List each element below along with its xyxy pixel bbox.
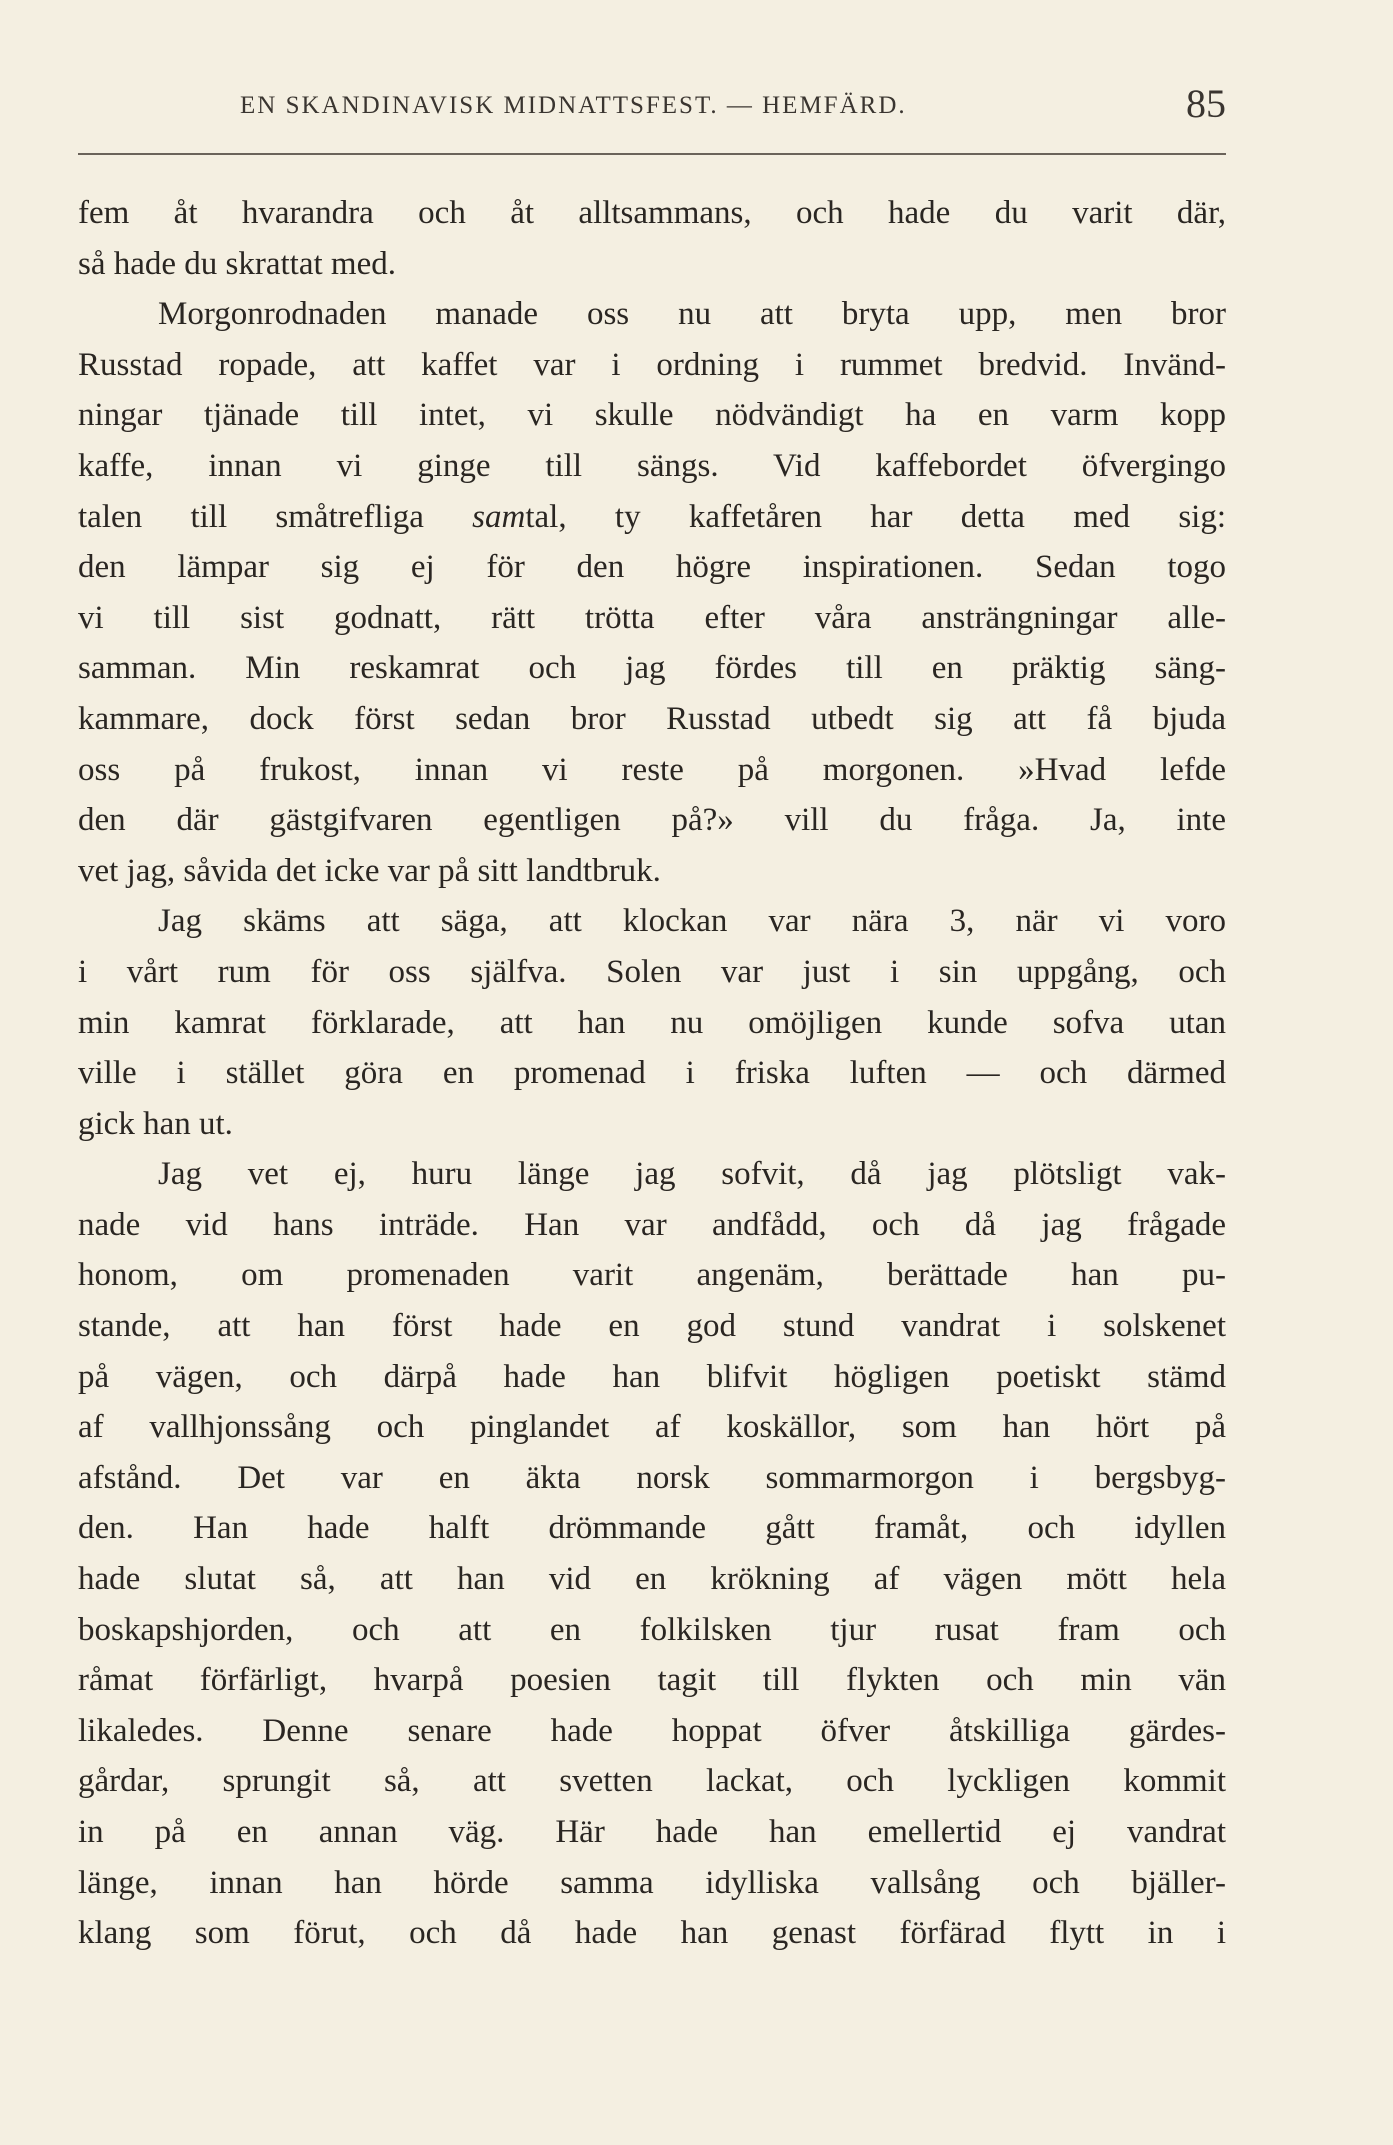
running-title: EN SKANDINAVISK MIDNATTSFEST. — HEMFÄRD. xyxy=(240,92,907,119)
text-line: Jag skäms att säga, att klockan var nära 3, när vi voro xyxy=(158,903,1226,940)
line-segment: talen till småtrefliga xyxy=(78,498,473,535)
text-line: kammare, dock först sedan bror Russtad utbedt sig att få bjuda xyxy=(78,700,1226,737)
text-line: på vägen, och därpå hade han blifvit högligen poetiskt stämd xyxy=(78,1358,1226,1395)
page-number: 85 xyxy=(1186,81,1226,126)
text-line: Jag vet ej, huru länge jag sofvit, då jag plötsligt vak- xyxy=(158,1156,1226,1193)
text-line: Russtad ropade, att kaffet var i ordning i rummet bredvid. Invänd- xyxy=(78,346,1226,383)
italic-word: sam xyxy=(472,498,526,535)
text-line: af vallhjonssång och pinglandet af koskällor, som han hört på xyxy=(78,1409,1226,1446)
text-line: oss på frukost, innan vi reste på morgonen. »Hvad lefde xyxy=(78,751,1226,788)
text-line: länge, innan han hörde samma idylliska vallsång och bjäller- xyxy=(78,1864,1226,1901)
text-line: Morgonrodnaden manade oss nu att bryta upp, men bror xyxy=(158,296,1226,333)
line-segment: tal, ty kaffetåren har detta med sig: xyxy=(525,498,1226,535)
text-line: den där gästgifvaren egentligen på?» vill du fråga. Ja, inte xyxy=(78,802,1226,839)
text-line: ningar tjänade till intet, vi skulle nödvändigt ha en varm kopp xyxy=(78,397,1226,434)
text-line: kaffe, innan vi ginge till sängs. Vid kaffebordet öfvergingo xyxy=(78,447,1226,484)
text-line: gårdar, sprungit så, att svetten lackat, och lyckligen kommit xyxy=(78,1763,1226,1800)
text-line: min kamrat förklarade, att han nu omöjligen kunde sofva utan xyxy=(78,1004,1226,1041)
text-line: nade vid hans inträde. Han var andfådd, och då jag frågade xyxy=(78,1206,1226,1243)
text-line: stande, att han först hade en god stund vandrat i solskenet xyxy=(78,1308,1226,1345)
text-line: samman. Min reskamrat och jag fördes till en präktig säng- xyxy=(78,650,1226,687)
text-line: gick han ut. xyxy=(78,1105,233,1142)
text-line: vi till sist godnatt, rätt trötta efter våra ansträngningar alle- xyxy=(78,599,1226,636)
text-line: den. Han hade halft drömmande gått framåt, och idyllen xyxy=(78,1510,1226,1547)
text-line: så hade du skrattat med. xyxy=(78,245,396,282)
text-line: i vårt rum för oss själfva. Solen var just i sin uppgång, och xyxy=(78,953,1226,990)
text-line: den lämpar sig ej för den högre inspirationen. Sedan togo xyxy=(78,549,1226,586)
text-line: afstånd. Det var en äkta norsk sommarmorgon i bergsbyg- xyxy=(78,1459,1226,1496)
text-line: likaledes. Denne senare hade hoppat öfver åtskilliga gärdes- xyxy=(78,1712,1226,1749)
text-line: boskapshjorden, och att en folkilsken tjur rusat fram och xyxy=(78,1611,1226,1648)
text-line: klang som förut, och då hade han genast förfärad flytt in i xyxy=(78,1915,1226,1952)
text-line: hade slutat så, att han vid en krökning af vägen mött hela xyxy=(78,1561,1226,1598)
header-rule xyxy=(78,153,1226,155)
text-line: honom, om promenaden varit angenäm, berättade han pu- xyxy=(78,1257,1226,1294)
text-line-with-italic xyxy=(78,492,1226,543)
text-line: råmat förfärligt, hvarpå poesien tagit till flykten och min vän xyxy=(78,1662,1226,1699)
text-line: ville i stället göra en promenad i friska luften — och därmed xyxy=(78,1055,1226,1092)
text-line: vet jag, såvida det icke var på sitt landtbruk. xyxy=(78,852,661,889)
text-line: in på en annan väg. Här hade han emellertid ej vandrat xyxy=(78,1814,1226,1850)
text-line: fem åt hvarandra och åt alltsammans, och hade du varit där, xyxy=(78,195,1226,231)
body-text xyxy=(78,188,1226,1959)
